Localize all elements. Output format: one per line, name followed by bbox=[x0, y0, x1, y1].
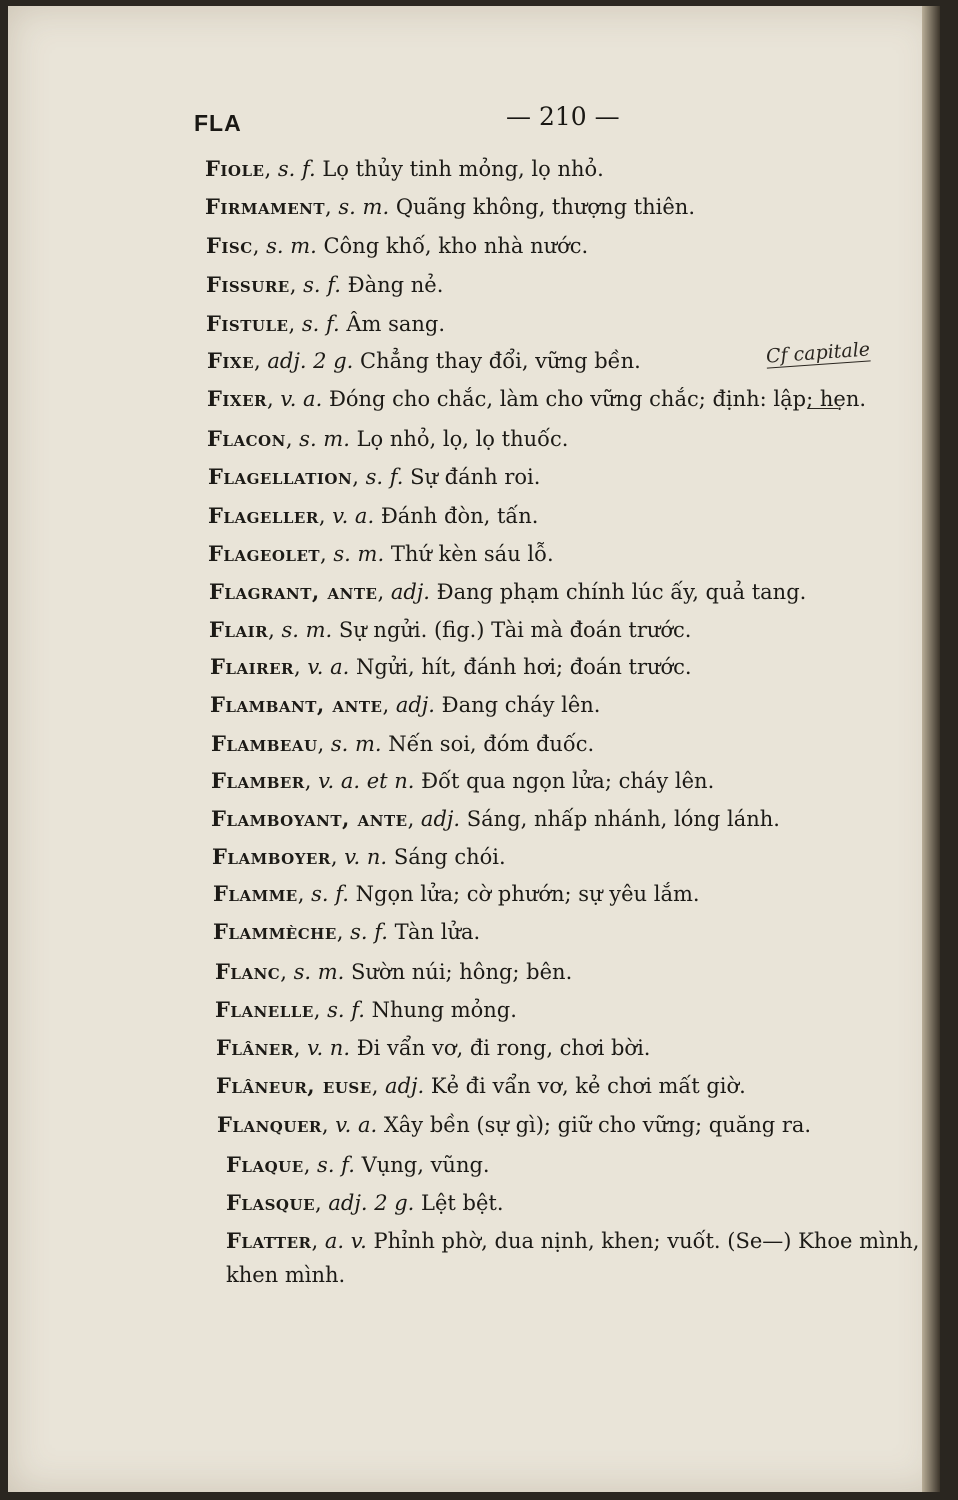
section-header: FLA bbox=[194, 110, 242, 136]
dictionary-entry: Fisc, s. m. Công khố, kho nhà nước. bbox=[206, 233, 589, 258]
dictionary-entry: Flageller, v. a. Đánh đòn, tấn. bbox=[208, 503, 539, 528]
dictionary-entry: Flair, s. m. Sự ngửi. (fig.) Tài mà đoán trước. bbox=[209, 617, 692, 642]
dictionary-entry: Flaque, s. f. Vụng, vũng. bbox=[226, 1152, 490, 1177]
dictionary-entry: Flacon, s. m. Lọ nhỏ, lọ, lọ thuốc. bbox=[207, 426, 569, 451]
dictionary-entry: Flamboyant, ante, adj. Sáng, nhấp nhánh, lóng lánh. bbox=[211, 806, 780, 831]
handwritten-annotation: Cf capitale bbox=[765, 338, 871, 368]
dictionary-entry: Flamber, v. a. et n. Đốt qua ngọn lửa; cháy lên. bbox=[211, 768, 715, 793]
dictionary-entry: Flammèche, s. f. Tàn lửa. bbox=[213, 919, 481, 944]
dictionary-entry: Fixe, adj. 2 g. Chẳng thay đổi, vững bền. bbox=[207, 348, 641, 373]
dictionary-entry: Fissure, s. f. Đàng nẻ. bbox=[206, 272, 444, 297]
dictionary-entry: Fistule, s. f. Âm sang. bbox=[206, 311, 446, 336]
dictionary-entry: Flambeau, s. m. Nến soi, đóm đuốc. bbox=[211, 731, 595, 756]
dictionary-page bbox=[8, 6, 940, 1492]
dictionary-entry: Flanc, s. m. Sườn núi; hông; bên. bbox=[215, 959, 573, 984]
page-number: — 210 — bbox=[506, 102, 620, 131]
dictionary-entry: Flairer, v. a. Ngửi, hít, đánh hơi; đoán trước. bbox=[210, 654, 692, 679]
dictionary-entry: Flanquer, v. a. Xây bền (sự gì); giữ cho vững; quăng ra. bbox=[217, 1112, 812, 1137]
dictionary-entry: Flagrant, ante, adj. Đang phạm chính lúc ấy, quả tang. bbox=[209, 579, 807, 604]
dictionary-entry: Fixer, v. a. Đóng cho chắc, làm cho vững chắc; định: lập; hẹn. bbox=[207, 386, 867, 411]
dictionary-entry: Flasque, adj. 2 g. Lệt bệt. bbox=[226, 1190, 504, 1215]
dictionary-entry: Flâneur, euse, adj. Kẻ đi vẩn vơ, kẻ chơi mất giờ. bbox=[216, 1073, 746, 1098]
dictionary-entry: Flâner, v. n. Đi vẩn vơ, đi rong, chơi bời. bbox=[216, 1035, 651, 1060]
dictionary-entry: Flanelle, s. f. Nhung mỏng. bbox=[215, 997, 517, 1022]
dictionary-entry: Flamme, s. f. Ngọn lửa; cờ phướn; sự yêu lắm. bbox=[213, 881, 700, 906]
dictionary-entry: Flambant, ante, adj. Đang cháy lên. bbox=[210, 692, 601, 717]
dictionary-entry: Fiole, s. f. Lọ thủy tinh mỏng, lọ nhỏ. bbox=[205, 156, 604, 181]
dictionary-entry: Flageolet, s. m. Thứ kèn sáu lỗ. bbox=[208, 541, 554, 566]
dictionary-entry: Flatter, a. v. Phỉnh phờ, dua nịnh, khen; vuốt. (Se—) Khoe mình, khen mình. bbox=[226, 1228, 920, 1287]
dictionary-entry: Firmament, s. m. Quãng không, thượng thiên. bbox=[205, 194, 696, 219]
dictionary-entry: Flagellation, s. f. Sự đánh roi. bbox=[208, 464, 541, 489]
dictionary-entry: Flamboyer, v. n. Sáng chói. bbox=[212, 844, 506, 869]
